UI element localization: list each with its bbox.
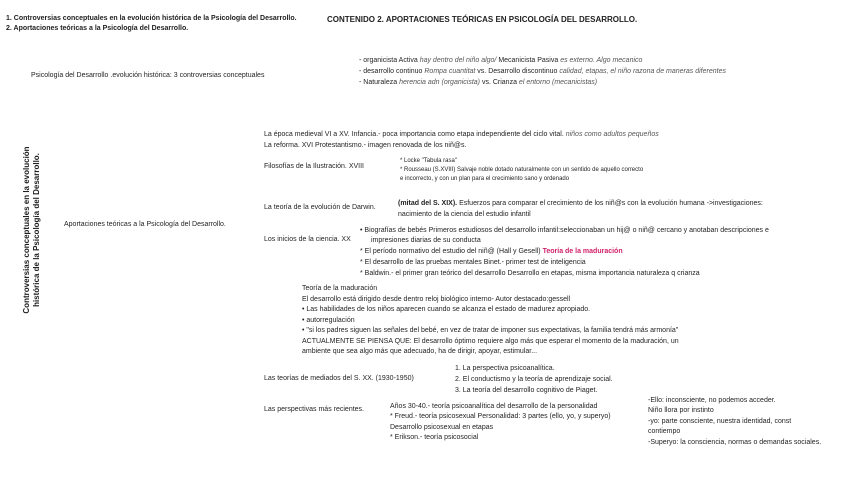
section1-item-3: - Naturaleza herencia adn (organicista) vs. Crianza el entorno (mecanicistas) (359, 79, 598, 86)
reforma-text: La reforma. XVI Protestantismo.- imagen renovada de los niñ@s. (264, 142, 467, 149)
medieval-text: La época medieval VI a XV. Infancia.- poca importancia como etapa independiente del ciclo vital. niños como adultos pequeños (264, 131, 659, 138)
mediados-item-3: 3. La teoría del desarrollo cognitivo de Piaget. (455, 387, 598, 394)
section1-label: Psicología del Desarrollo .evolución histórica: 3 controversias conceptuales (31, 72, 265, 79)
darwin-text: (mitad del S. XIX). Esfuerzos para comparar el crecimiento de los niñ@s con la evolución humana ->investigaciones: (398, 200, 763, 207)
rousseau-text-2: e incorrecto, y con un plan para el crecimiento sano y ordenado (400, 176, 570, 182)
vertical-label: Controversias conceptuales en la evolución histórica de la Psicología del Desarrollo. (22, 146, 41, 314)
locke-text: * Locke "Tabula rasa" (400, 158, 457, 164)
inicios-line-4: * El desarrollo de las pruebas mentales Binet.- primer test de inteligencia (360, 259, 586, 266)
header-topic-2: 2. Aportaciones teóricas a la Psicología del Desarrollo. (6, 25, 189, 32)
maduracion-line-5: • "si los padres siguen las señales del bebé, en vez de tratar de imponer sus expectativas, la familia tendrá más armonía" (302, 327, 679, 334)
inicios-line-2: impresiones diarias de su conducta (371, 237, 481, 244)
recientes-line-3: Desarrollo psicosexual en etapas (390, 424, 494, 431)
inicios-line-3: * El período normativo del estudio del niñ@ (Hall y Gesell) Teoría de la maduración (360, 248, 623, 255)
maduracion-line-1: Teoría de la maduración (302, 285, 378, 292)
recientes-label: Las perspectivas más recientes. (264, 406, 364, 413)
mediados-label: Las teorías de mediados del S. XX. (1930-1950) (264, 375, 414, 382)
freud-note-5: -Superyo: la consciencia, normas o demandas sociales. (648, 439, 822, 446)
recientes-line-4: * Erikson.- teoría psicosocial (390, 434, 479, 441)
section1-item-2: - desarrollo continuo Rompa cuantitat vs. Desarrollo discontinuo calidad, etapas, el niño razona de maneras diferentes (359, 68, 726, 75)
freud-note-3: -yo: parte consciente, nuestra identidad, const (648, 418, 792, 425)
recientes-line-1: Años 30-40.- teoría psicoanalítica del desarrollo de la personalidad (390, 403, 598, 410)
maduracion-line-6: ACTUALMENTE SE PIENSA QUE: El desarrollo óptimo requiere algo más que esperar el momento de la maduración, un (302, 338, 679, 345)
inicios-label: Los inicios de la ciencia. XX (264, 236, 351, 243)
inicios-line-1: • Biografías de bebés Primeros estudiosos del desarrollo infantil:seleccionaban un hij@ o niñ@ cercano y anotaban descripciones e (360, 227, 769, 234)
section2-label: Aportaciones teóricas a la Psicología del Desarrollo. (64, 221, 226, 228)
inicios-line-5: * Baldwin.- el primer gran teórico del desarrollo Desarrollo en etapas, misma importancia naturaleza q crianza (360, 270, 700, 277)
mediados-item-2: 2. El conductismo y la teoría de aprendizaje social. (455, 376, 613, 383)
mediados-item-1: 1. La perspectiva psicoanalítica. (455, 365, 555, 372)
maduracion-line-4: • autorregulación (302, 317, 355, 324)
recientes-line-2: * Freud.- teoría psicosexual Personalidad: 3 partes (ello, yo, y superyo) (390, 413, 611, 420)
header-topic-1: 1. Controversias conceptuales en la evolución histórica de la Psicología del Desarrollo. (6, 15, 297, 22)
maduracion-line-7: ambiente que sea algo más que adecuado, ha de dirigir, apoyar, estimular... (302, 348, 538, 355)
darwin-label: La teoría de la evolución de Darwin. (264, 204, 376, 211)
section1-item-1: - organicista Activa hay dentro del niño algo/ Mecanicista Pasiva es externo. Algo mecanico (359, 57, 643, 64)
ilustracion-label: Filosofías de la Ilustración. XVIII (264, 163, 364, 170)
darwin-text-2: nacimiento de la ciencia del estudio infantil (398, 211, 531, 218)
page-title: CONTENIDO 2. APORTACIONES TEÓRICAS EN PSICOLOGÍA DEL DESARROLLO. (327, 15, 638, 24)
rousseau-text: * Rousseau (S.XVIII) Salvaje noble dotado naturalmente con un sentido de aquello correcto (400, 167, 644, 173)
freud-note-4: contiempo (648, 428, 681, 435)
freud-note-2: Niño llora por instinto (648, 407, 714, 414)
maduracion-line-2: El desarrollo está dirigido desde dentro reloj biológico interno- Autor destacado:gessell (302, 296, 571, 303)
maduracion-line-3: • Las habilidades de los niños aparecen cuando se alcanza el estado de madurez apropiado. (302, 306, 591, 313)
freud-note-1: -Ello: inconsciente, no podemos acceder. (648, 397, 776, 404)
